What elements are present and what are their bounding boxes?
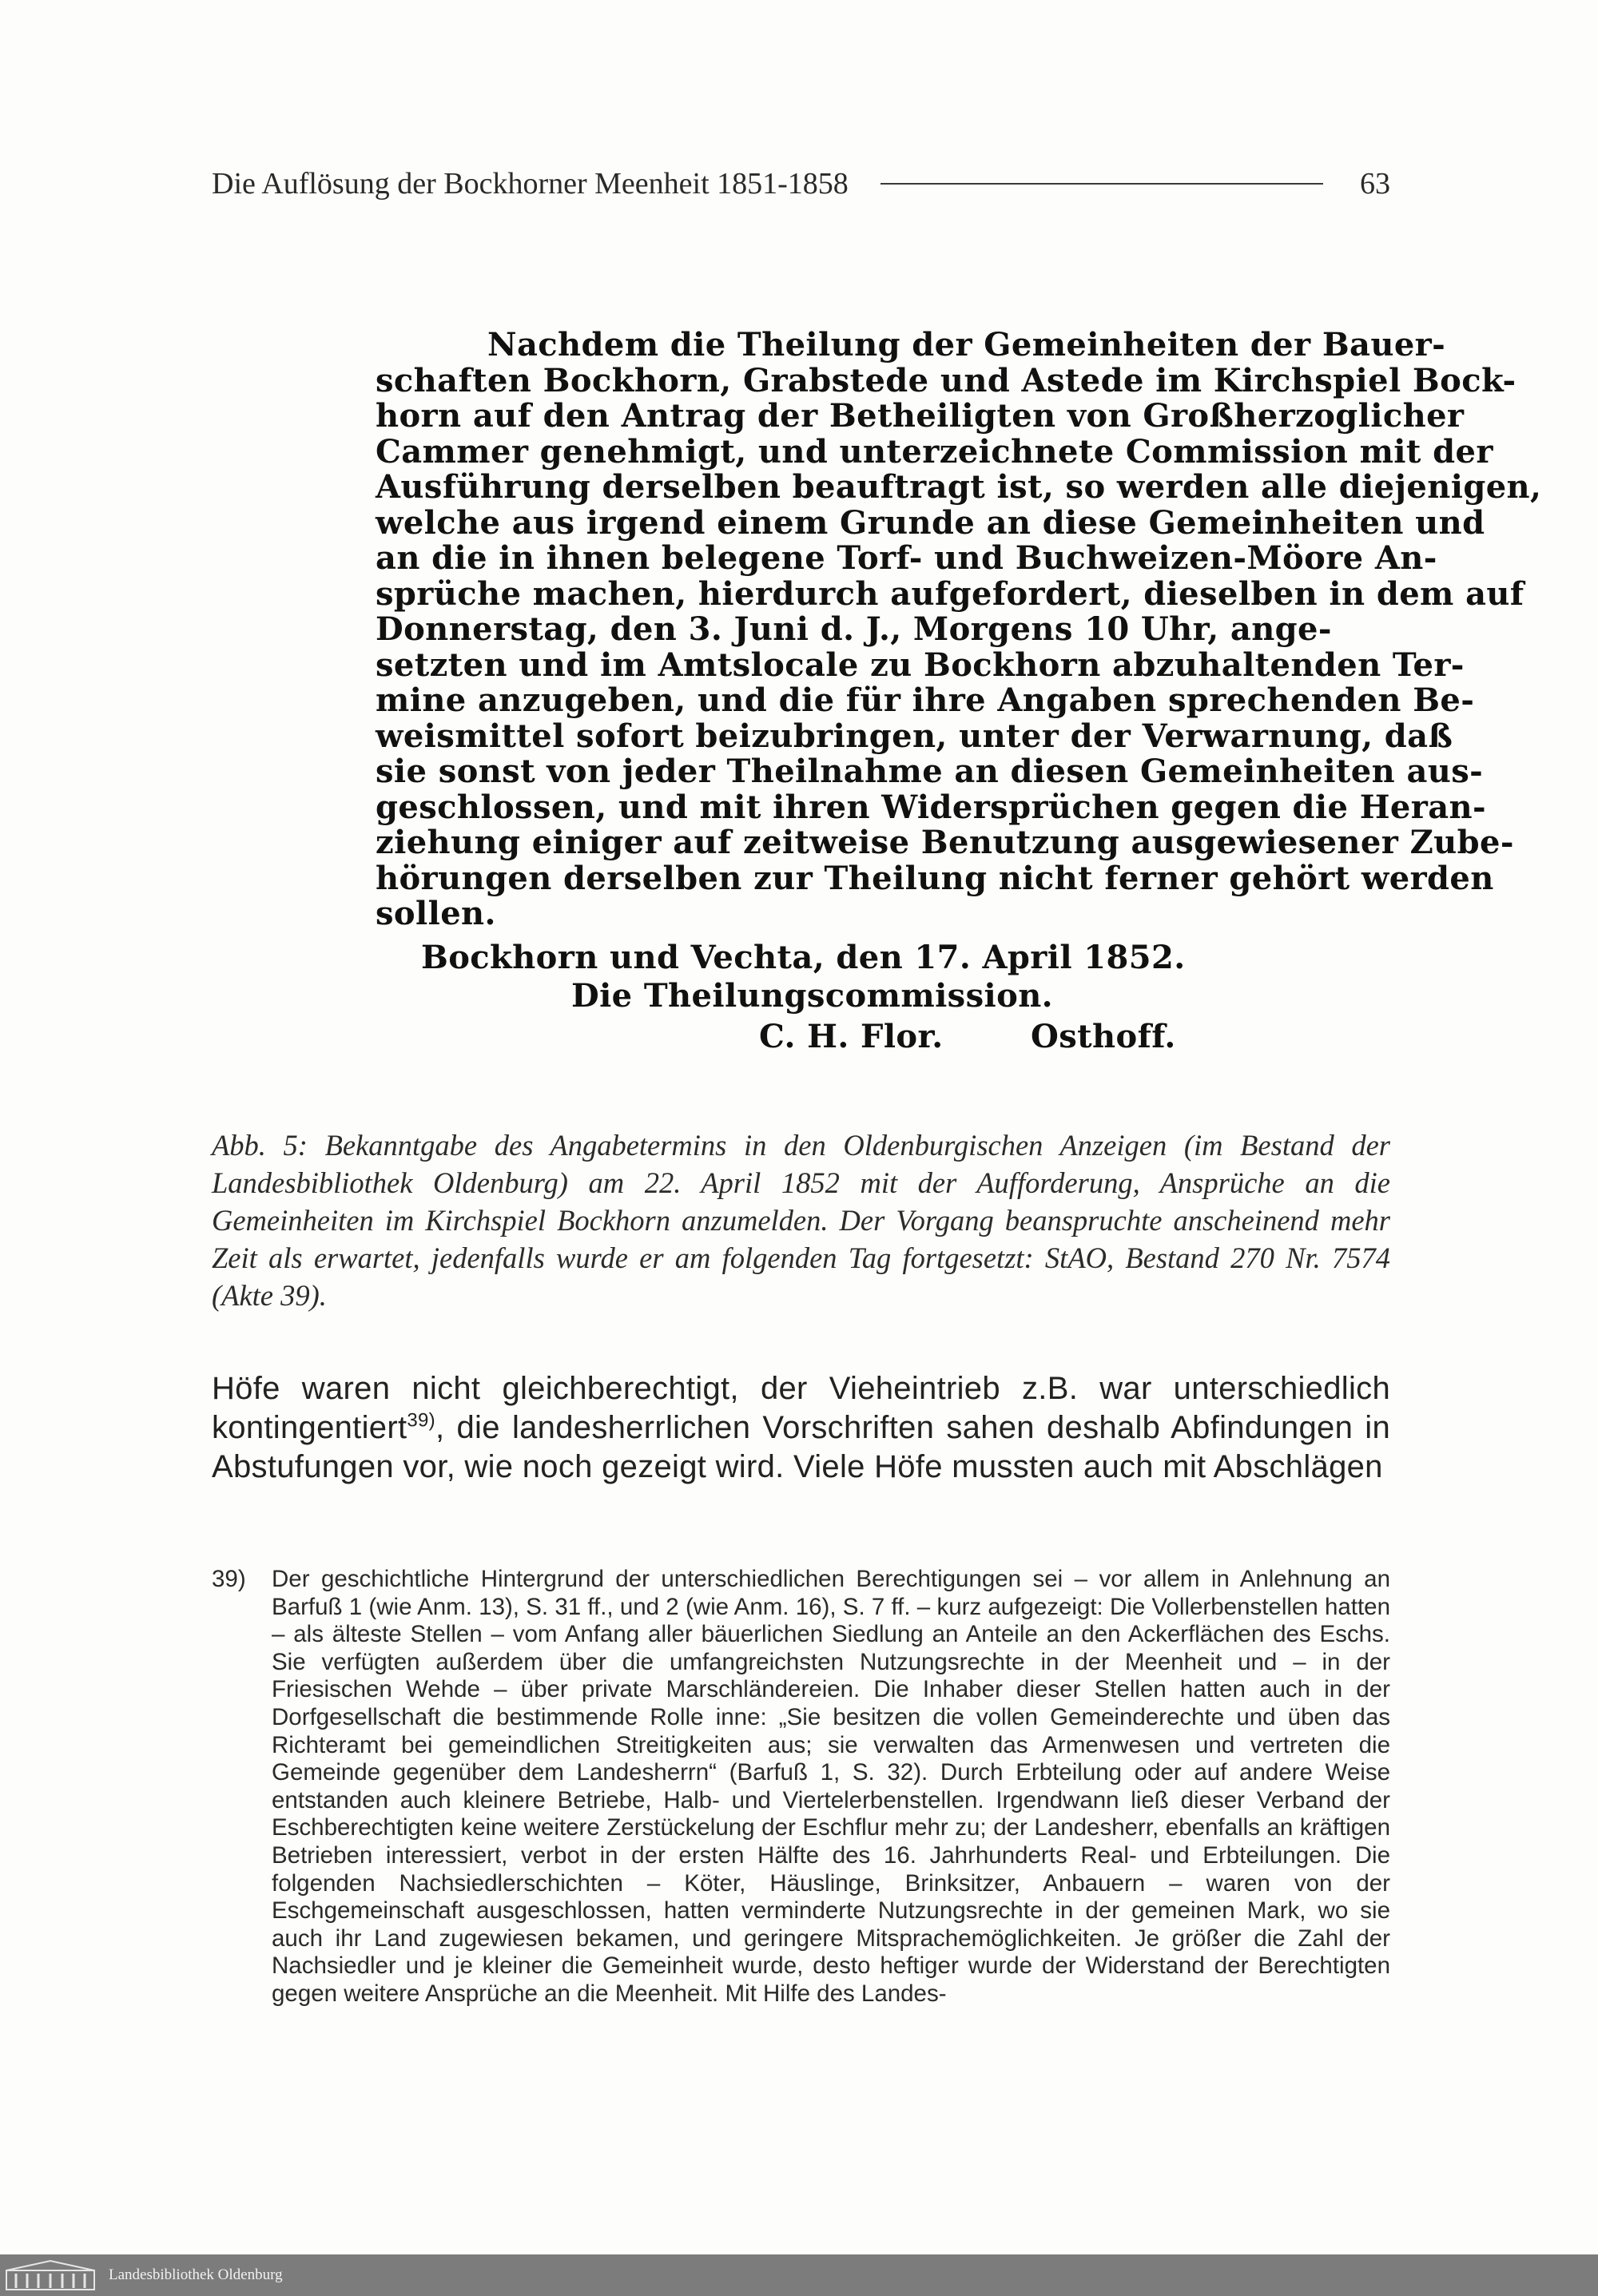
footnote	[212, 1566, 1390, 2008]
notice-line: welche aus irgend einem Grunde an diese Gemeinheiten und	[376, 503, 1485, 542]
notice-line: setzten und im Amtslocale zu Bockhorn abzuhaltenden Ter-	[376, 646, 1465, 684]
signer-flor: C. H. Flor.	[759, 1017, 944, 1055]
notice-line: an die in ihnen belegene Torf- und Buchweizen-Möore An-	[376, 539, 1437, 577]
notice-line: sie sonst von jeder Theilnahme an diesen Gemeinheiten aus-	[376, 753, 1484, 790]
notice-commission: Die Theilungscommission.	[571, 977, 1053, 1015]
library-name: Landesbibliothek Oldenburg	[109, 2266, 283, 2283]
notice-signers	[376, 1019, 1230, 1055]
scanned-notice	[376, 326, 1542, 1055]
header-rule	[880, 183, 1323, 185]
notice-line: horn auf den Antrag der Betheiligten von Großherzoglicher	[376, 397, 1465, 435]
body-text-start: Höfe waren nicht gleichberechtigt, der Vieheintrieb z.B. war unterschiedlich kontingentiert	[212, 1371, 1390, 1445]
notice-line: sollen.	[376, 895, 496, 932]
notice-line: sprüche machen, hierdurch aufgefordert, dieselben in dem auf	[376, 574, 1524, 613]
notice-line: hörungen derselben zur Theilung nicht ferner gehört werden	[376, 859, 1494, 897]
footnote-reference[interactable]: 39)	[407, 1409, 435, 1432]
notice-line: ziehung einiger auf zeitweise Benutzung ausgewiesener Zube-	[376, 824, 1514, 861]
running-header	[212, 160, 1390, 208]
signer-osthoff: Osthoff.	[1031, 1017, 1176, 1055]
notice-line: Donnerstag, den 3. Juni d. J., Morgens 10 Uhr, ange-	[376, 610, 1332, 648]
body-paragraph	[212, 1369, 1390, 1487]
notice-line: Cammer genehmigt, und unterzeichnete Commission mit der	[376, 432, 1493, 471]
notice-line: Ausführung derselben beauftragt ist, so werden alle diejenigen,	[376, 468, 1542, 506]
notice-line: mine anzugeben, und die für ihre Angaben sprechenden Be-	[376, 681, 1475, 719]
notice-date-line: Bockhorn und Vechta, den 17. April 1852.	[421, 938, 1186, 976]
running-header-title: Die Auflösung der Bockhorner Meenheit 1851-1858	[212, 167, 849, 201]
notice-line: schaften Bockhorn, Grabstede und Astede im Kirchspiel Bock-	[376, 361, 1517, 399]
body-text-end: , die landesherrlichen Vorschriften sahen deshalb Abfindungen in Abstufungen vor, wie noch gezeigt wird. Viele Höfe mussten auch mit Abschlägen	[212, 1410, 1390, 1484]
footnote-number: 39)	[212, 1566, 246, 1592]
figure-caption: Abb. 5: Bekanntgabe des Angabetermins in den Oldenburgischen Anzeigen (im Bestand der Landesbibliothek Oldenburg) am 22. April 1852 mit der Aufforderung, Ansprüche an die Gemeinheiten im Kirchspiel Bockhorn anzumelden. Der Vorgang beanspruchte anscheinend mehr Zeit als erwartet, jedenfalls wurde er am folgenden Tag fortgesetzt: StAO, Bestand 270 Nr. 7574 (Akte 39).	[212, 1129, 1390, 1312]
library-footer-bar	[0, 2254, 1598, 2296]
footnote-text: Der geschichtliche Hintergrund der unterschiedlichen Berechtigungen sei – vor allem in Anlehnung an Barfuß 1 (wie Anm. 13), S. 31 ff., und 2 (wie Anm. 16), S. 7 ff. – kurz aufgezeigt: Die Vollerbenstellen hatten – als älteste Stellen – vom Anfang aller bäuerlichen Siedlung an Anteile an den Ackerflächen des Eschs. Sie verfügten außerdem über die umfangreichsten Nutzungsrechte in der Meenheit und – in der Friesischen Wehde – über private Marschländereien. Die Inhaber dieser Stellen hatten auch in der Dorfgesellschaft die bestimmende Rolle inne: „Sie besitzen die vollen Gemeinderechte und üben das Richteramt bei gemeindlichen Streitigkeiten aus; sie verwalten das Armenwesen und vertreten die Gemeinde gegenüber dem Landesherrn“ (Barfuß 1, S. 32). Durch Erbteilung oder auf andere Weise entstanden auch kleinere Betriebe, Halb- und Viertelerbenstellen. Irgendwann ließ dieser Verband der Eschberechtigten keine weitere Zerstückelung der Eschflur mehr zu; der Landesherr, ebenfalls an kräftigen Betrieben interessiert, verbot in der ersten Hälfte des 16. Jahrhunderts Real- und Erbteilungen. Die folgenden Nachsiedlerschichten – Köter, Häuslinge, Brinksitzer, Anbauern – waren von der Eschgemeinschaft ausgeschlossen, hatten verminderte Nutzungsrechte in der gemeinen Mark, wo sie auch ihr Land zugewiesen bekamen, und geringere Mitsprachemöglichkeiten. Je größer die Zahl der Nachsiedler und je kleiner die Gemeinheit wurde, desto heftiger wurde der Widerstand der Berechtigten gegen weitere Ansprüche an die Meenheit. Mit Hilfe des Landes-	[272, 1566, 1390, 2007]
notice-line: weismittel sofort beizubringen, unter der Verwarnung, daß	[376, 717, 1453, 755]
notice-line: geschlossen, und mit ihren Widersprüchen gegen die Heran-	[376, 788, 1487, 826]
library-building-icon	[3, 2258, 97, 2293]
page-number: 63	[1360, 167, 1390, 201]
notice-line: Nachdem die Theilung der Gemeinheiten der Bauer-	[487, 326, 1446, 363]
